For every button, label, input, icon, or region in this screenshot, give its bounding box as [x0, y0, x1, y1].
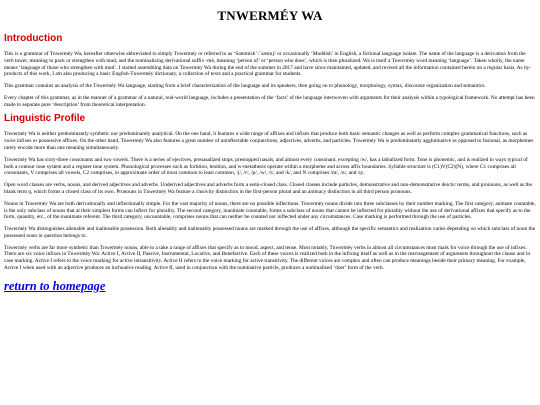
page-title: TNWERMÉY WA [217, 8, 323, 23]
profile-paragraph: Nouns in Tnwermėy Wa are both derivationally and inflectionally simple. For the vast majority of nouns, there are no possible inflections. Tnwermėy nouns divide into three subclasses by their number marking. The first category, animate countable, is the only subclass of nouns that at their simplest forms can inflect for plurality. The second category, inanimate countable, forms a subclass of nouns that cannot be inflected for plurality without the use of derivational affixes that specify as to the form, quantity, etc., of the inanimate referent. The third category, uncountable, comprises nouns that can neither be counted nor inflected under any circumstances. Case marking is performed through the use of particles. [4, 200, 536, 221]
profile-paragraph: Tnwermėy verbs are far more synthetic than Tnwermėy nouns, able to a take a range of affixes that specify as to mood, aspect, and tense. Most notably, Tnwermėy verbs in almost all circumstances must mark for voice through the use of infixes. There are six voice infixes in Tnwermėy Wa: Active I, Active II, Passive, Instrumental, Locative, and Benefactive. Each of these voices is realized both in the infixing itself as well as in the rearrangement of arguments throughout the clause and in case marking. Active I refers to the voice marking for active intransitivity. Active II refers to the voice marking for active transitivity. The different voices are complex and often can produce meanings beside their primary meaning. For example, Active I when used with an adjective produces an inchoative reading. Active II, used in conjunction with the nominative particle, produces a nominalized ‘doer’ form of the verb. [4, 244, 531, 271]
introduction-heading: Introduction [4, 33, 63, 44]
profile-paragraph: Tnwermėy Wa distinguishes alienable and inalienable possession. Both alienably and inalienably possessed nouns are marked through the use of affixes, although the specific semantics and realization varies depending on which subclass of noun the possessed noun in question belongs to. [4, 226, 536, 239]
intro-paragraph: Every chapter of this grammar, as in the manner of a grammar of a natural, real-world language, includes a presentation of the ‘facts’ of the language interwoven with arguments for their analysis within a typological framework. No attempt has been made to separate pure ‘description’ from theoretical interpretation. [4, 94, 535, 108]
linguistic-profile-heading: Linguistic Profile [4, 113, 86, 125]
intro-paragraph: This grammar contains an analysis of the Tnwermėy Wa language, starting from a brief characterization of the language and its speakers, then going on to phonology, morphology, syntax, discourse organization and semantics. [4, 83, 486, 90]
intro-paragraph: This is a grammar of Tnwermėy Wa, hereafter otherwise abbreviated to simply Tnwermėy or referred to as ‘Sammish’ /ˈsæmɪʃ/ or occasionally ‘Muddish’ in English, a fictional language isolate. The name of the language is a derivation from the verb tnwer, meaning to pack or strengthen with mud, and the nominalizing derivational suffix -mé, meaning ‘person of’ or ‘person who does’, which is then pluralized. Wa is itself a Tnwermėy word meaning ‘language’. Taken wholly, the name means ‘language of those who strengthen with mud’. I started assembling data on Tnwermėy Wa during the end of the summer in 2017 and have since maintained, updated, and revised all the information contained herein on a regular basis. As by-products of this work, I am also producing a basic English-Tnwermėy dictionary, a collection of texts and a practical grammar for students. [4, 51, 532, 78]
profile-paragraph: Tnwermėy Wa has sixty-three consonants and two vowels. There is a series of ejectives, prenasalized stops, prestopped nasals, and almost every consonant, excepting /w/, has a labialized form. Tone is phonemic, and is realized in ways typical of both a contour tone system and a register tone system. Phonological processes such as fortition, lenition, and w-metathesis operate within a morpheme and across affix boundaries. Syllable structure is (C1)V(C2)(N), where C1 comprises all consonants, V comprises all vowels, C2 comprises, in approximate order of most common to least common, /j/, /r/, /p/, /w/, /t/, and /k/, and N comprises /m/, /n/, and /ŋ/. [4, 156, 528, 177]
profile-paragraph: Open word classes are verbs, nouns, and derived adjectives and adverbs. Underived adjectives and adverbs form a semi-closed class. Closed classes include particles, demonstrative and non-demonstrative deictic terms, and pronouns, as well as the blank term ŋ, which forms a closed class of its own. Pronouns in Tnwermėy Wa feature a clusivity distinction in the first-person plural and an animacy distinction in all third person pronouns. [4, 182, 532, 195]
profile-paragraph: Tnwermėy Wa is neither predominantly synthetic nor predominantly analytical. On the one hand, it features a wide range of affixes and infixes that produce both basic semantic changes as well as perform complex grammatical functions, such as voice infixes or possessive affixes. On the other hand, Tnwermėy Wa also features a great number of uninflectable conjunctions, adjectives, adverbs, and particles. Tnwermėy Wa is predominantly agglutinative as opposed to fusional, as morphemes rarely encode more than one meaning simultaneously. [4, 131, 534, 152]
return-to-homepage-link[interactable]: return to homepage [4, 278, 106, 293]
